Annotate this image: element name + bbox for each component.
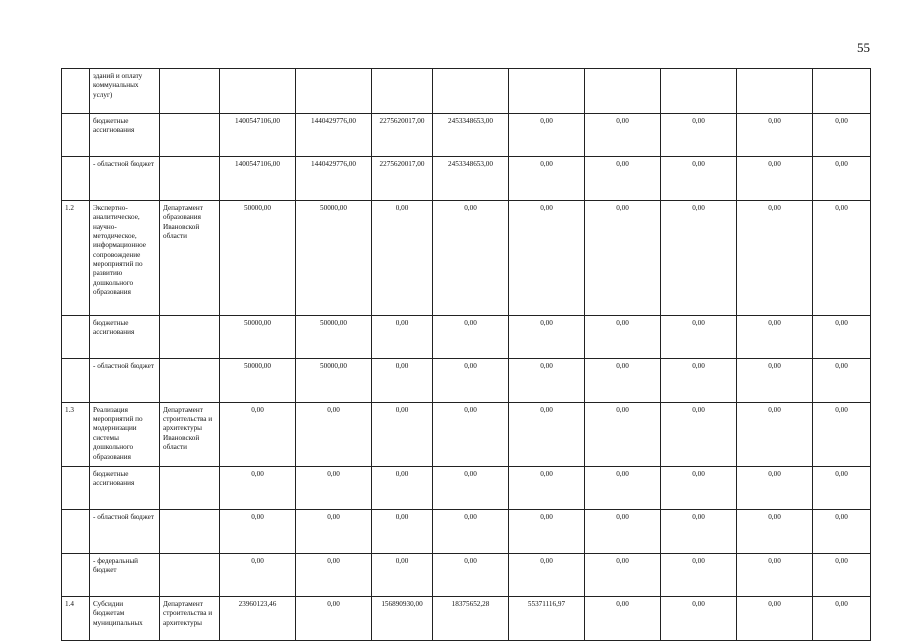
row-value-cell: 0,00 xyxy=(661,114,737,157)
row-value-cell: 0,00 xyxy=(585,359,661,402)
row-value-cell: 0,00 xyxy=(509,315,585,358)
row-name-cell: - областной бюджет xyxy=(90,359,160,402)
row-name-cell: Экспертно-аналитическое, научно-методическое, информационное сопровождение мероприятий по развитию дошкольного образования xyxy=(90,200,160,315)
row-value-cell: 0,00 xyxy=(509,359,585,402)
row-value-cell: 1400547106,00 xyxy=(220,157,296,200)
row-value-cell: 2453348653,00 xyxy=(433,157,509,200)
row-value-cell: 0,00 xyxy=(737,359,813,402)
row-number-cell xyxy=(62,114,90,157)
row-value-cell: 0,00 xyxy=(813,553,871,596)
row-value-cell: 0,00 xyxy=(737,315,813,358)
row-name-cell: Реализация мероприятий по модернизации системы дошкольного образования xyxy=(90,402,160,466)
row-value-cell: 0,00 xyxy=(585,315,661,358)
row-value-cell: 0,00 xyxy=(813,114,871,157)
row-value-cell: 0,00 xyxy=(661,315,737,358)
row-value-cell: 18375652,28 xyxy=(433,597,509,640)
row-value-cell: 0,00 xyxy=(585,114,661,157)
table-row xyxy=(62,510,871,553)
table-row xyxy=(62,315,871,358)
row-value-cell xyxy=(661,69,737,114)
row-value-cell: 0,00 xyxy=(509,402,585,466)
row-executor-cell xyxy=(160,315,220,358)
row-value-cell: 0,00 xyxy=(433,315,509,358)
row-executor-cell: Департамент образования Ивановской области xyxy=(160,200,220,315)
row-executor-cell xyxy=(160,510,220,553)
row-name-cell: зданий и оплату коммунальных услуг) xyxy=(90,69,160,114)
row-number-cell xyxy=(62,69,90,114)
row-value-cell: 0,00 xyxy=(433,466,509,509)
row-value-cell: 0,00 xyxy=(296,510,372,553)
row-number-cell: 1.3 xyxy=(62,402,90,466)
row-value-cell: 0,00 xyxy=(737,510,813,553)
row-value-cell: 156890930,00 xyxy=(372,597,433,640)
table-row xyxy=(62,114,871,157)
row-value-cell: 0,00 xyxy=(661,157,737,200)
row-value-cell: 0,00 xyxy=(585,200,661,315)
row-value-cell: 0,00 xyxy=(220,402,296,466)
table-row xyxy=(62,157,871,200)
row-value-cell: 0,00 xyxy=(813,466,871,509)
row-value-cell: 0,00 xyxy=(220,466,296,509)
row-value-cell: 0,00 xyxy=(585,466,661,509)
row-executor-cell xyxy=(160,114,220,157)
page-number: 55 xyxy=(857,40,870,55)
row-value-cell: 0,00 xyxy=(220,510,296,553)
table-row xyxy=(62,69,871,114)
row-executor-cell: Департамент строительства и архитектуры xyxy=(160,597,220,640)
row-name-cell: - областной бюджет xyxy=(90,510,160,553)
row-number-cell xyxy=(62,315,90,358)
row-value-cell: 50000,00 xyxy=(296,315,372,358)
row-value-cell: 2275620017,00 xyxy=(372,114,433,157)
row-value-cell: 1400547106,00 xyxy=(220,114,296,157)
row-value-cell: 2453348653,00 xyxy=(433,114,509,157)
row-value-cell: 0,00 xyxy=(813,402,871,466)
row-value-cell: 0,00 xyxy=(372,200,433,315)
row-number-cell xyxy=(62,359,90,402)
row-value-cell: 0,00 xyxy=(296,466,372,509)
row-value-cell: 0,00 xyxy=(813,315,871,358)
row-value-cell: 0,00 xyxy=(737,466,813,509)
row-value-cell: 0,00 xyxy=(813,157,871,200)
row-number-cell xyxy=(62,157,90,200)
row-value-cell: 0,00 xyxy=(813,200,871,315)
row-executor-cell xyxy=(160,157,220,200)
row-value-cell: 0,00 xyxy=(372,510,433,553)
row-value-cell: 0,00 xyxy=(509,157,585,200)
row-value-cell: 0,00 xyxy=(296,402,372,466)
row-name-cell: бюджетные ассигнования xyxy=(90,114,160,157)
table-row xyxy=(62,200,871,315)
row-value-cell: 0,00 xyxy=(737,597,813,640)
table-row xyxy=(62,359,871,402)
row-value-cell xyxy=(433,69,509,114)
row-name-cell: бюджетные ассигнования xyxy=(90,466,160,509)
row-value-cell: 0,00 xyxy=(372,315,433,358)
row-value-cell: 0,00 xyxy=(372,553,433,596)
row-executor-cell xyxy=(160,466,220,509)
row-value-cell: 0,00 xyxy=(813,359,871,402)
row-executor-cell xyxy=(160,69,220,114)
row-value-cell: 0,00 xyxy=(585,402,661,466)
table-row xyxy=(62,597,871,640)
row-value-cell: 0,00 xyxy=(433,553,509,596)
row-value-cell: 0,00 xyxy=(433,200,509,315)
row-value-cell: 0,00 xyxy=(585,553,661,596)
row-value-cell: 0,00 xyxy=(585,597,661,640)
row-value-cell xyxy=(737,69,813,114)
row-value-cell: 1440429776,00 xyxy=(296,157,372,200)
row-value-cell xyxy=(372,69,433,114)
row-value-cell: 0,00 xyxy=(509,200,585,315)
row-value-cell: 0,00 xyxy=(296,597,372,640)
row-value-cell: 0,00 xyxy=(737,402,813,466)
row-number-cell xyxy=(62,553,90,596)
table-row xyxy=(62,553,871,596)
row-executor-cell xyxy=(160,359,220,402)
row-value-cell: 0,00 xyxy=(220,553,296,596)
row-value-cell: 2275620017,00 xyxy=(372,157,433,200)
table-row xyxy=(62,466,871,509)
row-value-cell: 50000,00 xyxy=(296,359,372,402)
row-value-cell: 0,00 xyxy=(585,510,661,553)
row-value-cell: 55371116,97 xyxy=(509,597,585,640)
row-value-cell: 0,00 xyxy=(661,359,737,402)
row-value-cell xyxy=(220,69,296,114)
row-value-cell xyxy=(585,69,661,114)
row-value-cell: 50000,00 xyxy=(296,200,372,315)
row-value-cell: 0,00 xyxy=(737,114,813,157)
row-number-cell xyxy=(62,510,90,553)
row-value-cell: 0,00 xyxy=(296,553,372,596)
row-value-cell: 0,00 xyxy=(813,510,871,553)
row-value-cell xyxy=(296,69,372,114)
row-value-cell: 0,00 xyxy=(813,597,871,640)
row-value-cell: 0,00 xyxy=(509,510,585,553)
row-value-cell: 0,00 xyxy=(737,157,813,200)
row-name-cell: Субсидии бюджетам муниципальных xyxy=(90,597,160,640)
row-value-cell: 0,00 xyxy=(661,466,737,509)
row-executor-cell xyxy=(160,553,220,596)
table-row xyxy=(62,402,871,466)
row-value-cell: 23960123,46 xyxy=(220,597,296,640)
budget-table xyxy=(61,68,871,641)
row-number-cell: 1.2 xyxy=(62,200,90,315)
row-name-cell: - областной бюджет xyxy=(90,157,160,200)
row-value-cell: 50000,00 xyxy=(220,200,296,315)
row-value-cell: 0,00 xyxy=(433,510,509,553)
row-value-cell: 0,00 xyxy=(585,157,661,200)
row-value-cell: 1440429776,00 xyxy=(296,114,372,157)
row-value-cell: 0,00 xyxy=(433,402,509,466)
row-name-cell: бюджетные ассигнования xyxy=(90,315,160,358)
row-number-cell xyxy=(62,466,90,509)
row-value-cell: 0,00 xyxy=(372,466,433,509)
row-value-cell: 0,00 xyxy=(661,200,737,315)
row-value-cell xyxy=(509,69,585,114)
row-value-cell: 0,00 xyxy=(509,553,585,596)
row-value-cell: 0,00 xyxy=(737,553,813,596)
row-value-cell xyxy=(813,69,871,114)
row-executor-cell: Департамент строительства и архитектуры Ивановской области xyxy=(160,402,220,466)
row-name-cell: - федеральный бюджет xyxy=(90,553,160,596)
row-value-cell: 50000,00 xyxy=(220,359,296,402)
row-value-cell: 0,00 xyxy=(737,200,813,315)
row-value-cell: 0,00 xyxy=(509,466,585,509)
row-number-cell: 1.4 xyxy=(62,597,90,640)
row-value-cell: 0,00 xyxy=(661,510,737,553)
row-value-cell: 0,00 xyxy=(661,402,737,466)
row-value-cell: 0,00 xyxy=(433,359,509,402)
row-value-cell: 0,00 xyxy=(372,402,433,466)
row-value-cell: 0,00 xyxy=(372,359,433,402)
budget-table-body xyxy=(62,69,871,641)
row-value-cell: 50000,00 xyxy=(220,315,296,358)
row-value-cell: 0,00 xyxy=(509,114,585,157)
row-value-cell: 0,00 xyxy=(661,597,737,640)
row-value-cell: 0,00 xyxy=(661,553,737,596)
